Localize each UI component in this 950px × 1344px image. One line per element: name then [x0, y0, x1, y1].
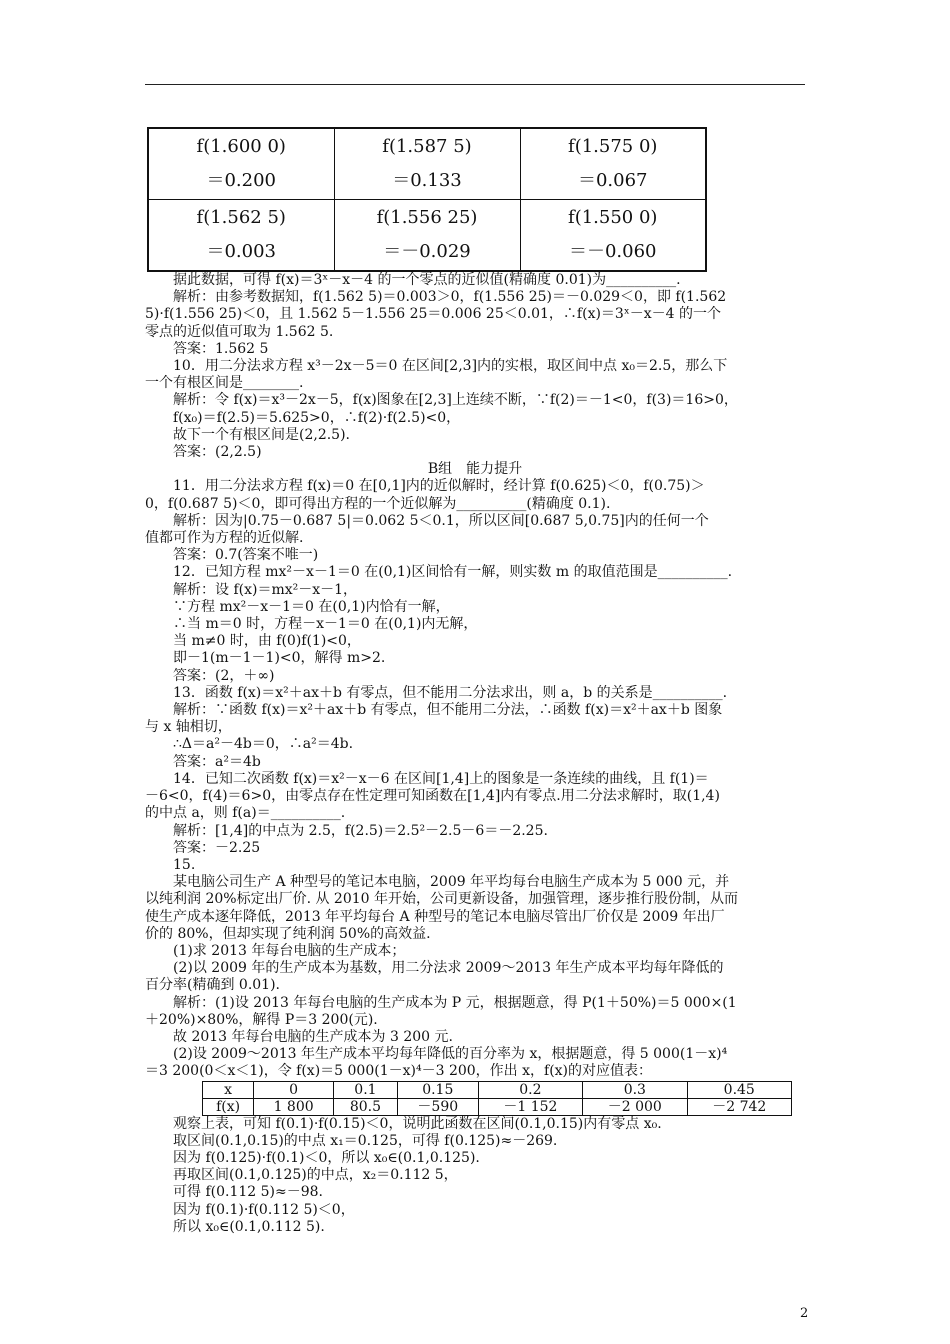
text-line: 答案：(2，＋∞)	[173, 667, 275, 684]
text-line: 10．用二分法求方程 x³－2x－5＝0 在区间[2,3]内的实根，取区间中点 x₀＝2.5，那么下	[173, 358, 728, 375]
header-rule	[145, 84, 805, 85]
text-line: 解析：∵函数 f(x)＝x²＋ax＋b 有零点，但不能用二分法，∴函数 f(x)＝x²＋ax＋b 图象	[173, 702, 723, 719]
text-line: 答案：－2.25	[173, 839, 261, 856]
table-cell: 0.45	[687, 1081, 791, 1098]
text-line: 的中点 a，则 f(a)＝__________.	[145, 805, 346, 822]
table-cell: f(1.562 5) ＝0.003	[148, 200, 334, 272]
text-line: ∴Δ＝a²－4b＝0，∴a²＝4b.	[173, 736, 354, 753]
text-line: 因为 f(0.1)·f(0.112 5)＜0，	[173, 1201, 355, 1218]
text-line: 某电脑公司生产 A 种型号的笔记本电脑，2009 年平均每台电脑生产成本为 5 000 元，并	[173, 874, 730, 891]
text-line: 所以 x₀∈(0.1,0.112 5).	[173, 1218, 325, 1235]
text-line: 值都可作为方程的近似解.	[145, 530, 304, 547]
text-line: 与 x 轴相切，	[145, 719, 232, 736]
table-cell: 1 800	[254, 1098, 334, 1115]
text-line: 以纯利润 20%标定出厂价. 从 2010 年开始，公司更新设备，加强管理，逐步推行股份制，从而	[145, 891, 738, 908]
table-row	[148, 128, 706, 200]
text-line: 解析：令 f(x)＝x³－2x－5，f(x)图象在[2,3]上连续不断，∵f(2)＝－1<0，f(3)＝16>0，	[173, 392, 738, 409]
reference-data-table	[147, 127, 707, 272]
text-line: 13．函数 f(x)＝x²＋ax＋b 有零点，但不能用二分法求出，则 a，b 的关系是__________.	[173, 684, 728, 701]
text-line: 观察上表，可知 f(0.1)·f(0.15)＜0，说明此函数在区间(0.1,0.15)内有零点 x₀.	[173, 1115, 662, 1132]
text-line: 零点的近似值可取为 1.562 5.	[145, 323, 334, 340]
text-line: 百分率(精确到 0.01).	[145, 977, 280, 994]
text-line: 15.	[173, 856, 196, 873]
table-cell: f(1.575 0) ＝0.067	[520, 128, 706, 200]
text-line: 价的 80%，但却实现了纯利润 50%的高效益.	[145, 925, 431, 942]
value-table	[202, 1081, 792, 1116]
text-line: 11．用二分法求方程 f(x)＝0 在[0,1]内的近似解时，经计算 f(0.625)＜0，f(0.75)＞	[173, 478, 705, 495]
table-cell: 0.3	[583, 1081, 687, 1098]
text-line: 答案：(2,2.5)	[173, 444, 262, 461]
text-line: (1)求 2013 年每台电脑的生产成本；	[173, 942, 406, 959]
text-line: 解析：[1,4]的中点为 2.5，f(2.5)＝2.5²－2.5－6＝－2.25.	[173, 822, 548, 839]
text-line: 即－1(m－1－1)<0，解得 m>2.	[173, 650, 386, 667]
text-line: 答案：0.7(答案不唯一)	[173, 547, 319, 564]
text-line: －6<0，f(4)＝6>0，由零点存在性定理可知函数在[1,4]内有零点.用二分法求解时，取(1,4)	[145, 788, 720, 805]
text-line: (2)设 2009～2013 年生产成本平均每年降低的百分率为 x，根据题意，得 5 000(1－x)⁴	[173, 1046, 728, 1063]
table-cell: 0.15	[397, 1081, 478, 1098]
table-cell: 0.1	[333, 1081, 397, 1098]
table-cell: 0	[254, 1081, 334, 1098]
text-line: 解析：由参考数据知，f(1.562 5)＝0.003＞0，f(1.556 25)＝－0.029＜0，即 f(1.562	[173, 289, 727, 306]
table-cell: f(x)	[203, 1098, 254, 1115]
table-cell: －2 742	[687, 1098, 791, 1115]
section-heading: B组 能力提升	[427, 461, 523, 478]
table-cell: －2 000	[583, 1098, 687, 1115]
table-row	[203, 1098, 792, 1115]
table-cell: －590	[397, 1098, 478, 1115]
text-line: 解析：因为|0.75－0.687 5|＝0.062 5＜0.1，所以区间[0.687 5,0.75]内的任何一个	[173, 512, 709, 529]
text-line: 答案：a²＝4b	[173, 753, 261, 770]
table-cell: f(1.600 0) ＝0.200	[148, 128, 334, 200]
text-line: 可得 f(0.112 5)≈－98.	[173, 1184, 323, 1201]
text-line: 5)·f(1.556 25)＜0，且 1.562 5－1.556 25＝0.006 25＜0.01，∴f(x)＝3ˣ－x－4 的一个	[145, 306, 722, 323]
text-line: (2)以 2009 年的生产成本为基数，用二分法求 2009～2013 年生产成本平均每年降低的	[173, 960, 724, 977]
text-line: 一个有根区间是________.	[145, 375, 304, 392]
table-cell: f(1.556 25) ＝－0.029	[334, 200, 520, 272]
table-cell: x	[203, 1081, 254, 1098]
text-line: 使生产成本逐年降低，2013 年平均每台 A 种型号的笔记本电脑尽管出厂价仅是 2009 年出厂	[145, 908, 725, 925]
text-line: 解析：(1)设 2013 年每台电脑的生产成本为 P 元，根据题意，得 P(1＋50%)＝5 000×(1	[173, 994, 737, 1011]
table-cell: 80.5	[333, 1098, 397, 1115]
text-line: ∴当 m＝0 时，方程－x－1＝0 在(0,1)内无解，	[173, 616, 478, 633]
text-line: 答案：1.562 5	[173, 340, 269, 357]
text-line: 14．已知二次函数 f(x)＝x²－x－6 在区间[1,4]上的图象是一条连续的曲线，且 f(1)＝	[173, 770, 709, 787]
part-b-text	[145, 478, 805, 1080]
text-line: 取区间(0.1,0.15)的中点 x₁＝0.125，可得 f(0.125)≈－269.	[173, 1132, 558, 1149]
table-row	[148, 200, 706, 272]
text-line: 0，f(0.687 5)＜0，即可得出方程的一个近似解为__________(精确度 0.1).	[145, 495, 611, 512]
table-cell: f(1.587 5) ＝0.133	[334, 128, 520, 200]
text-line: 再取区间(0.1,0.125)的中点，x₂＝0.112 5，	[173, 1167, 458, 1184]
text-line: f(x₀)＝f(2.5)＝5.625>0，∴f(2)·f(2.5)<0，	[173, 409, 461, 426]
text-line: 故下一个有根区间是(2,2.5).	[173, 426, 350, 443]
text-line: 据此数据，可得 f(x)＝3ˣ－x－4 的一个零点的近似值(精确度 0.01)为__________.	[173, 272, 681, 288]
text-line: 当 m≠0 时，由 f(0)f(1)<0，	[173, 633, 361, 650]
table-cell: －1 152	[478, 1098, 582, 1115]
table-cell: 0.2	[478, 1081, 582, 1098]
table-cell: f(1.550 0) ＝－0.060	[520, 200, 706, 272]
text-line: 故 2013 年每台电脑的生产成本为 3 200 元.	[173, 1028, 453, 1045]
text-line: ＝3 200(0＜x＜1)，令 f(x)＝5 000(1－x)⁴－3 200，作出 x，f(x)的对应值表：	[145, 1063, 653, 1080]
part-a-text	[145, 272, 805, 461]
text-line: 解析：设 f(x)＝mx²－x－1，	[173, 581, 358, 598]
page-number: 2	[800, 1306, 809, 1321]
text-line: 因为 f(0.125)·f(0.1)＜0，所以 x₀∈(0.1,0.125).	[173, 1149, 480, 1166]
text-line: 12．已知方程 mx²－x－1＝0 在(0,1)区间恰有一解，则实数 m 的取值范围是__________.	[173, 564, 733, 581]
text-line: ∵方程 mx²－x－1＝0 在(0,1)内恰有一解，	[173, 598, 450, 615]
text-line: ＋20%)×80%，解得 P＝3 200(元).	[145, 1011, 378, 1028]
part-c-text	[145, 1116, 805, 1236]
document-body	[145, 272, 805, 1236]
table-row	[203, 1081, 792, 1098]
